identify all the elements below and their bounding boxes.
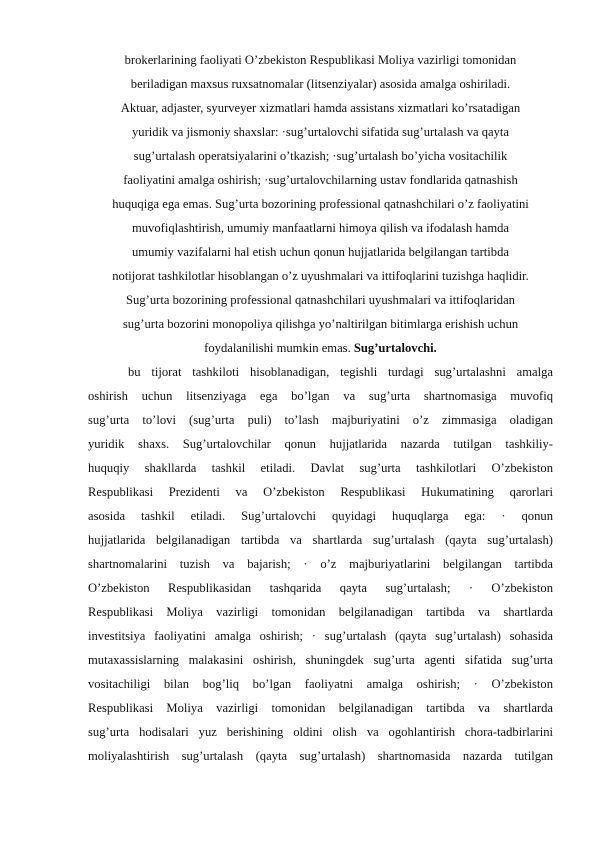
text-line: hujjatlarida belgilanadigan tartibda va shartlarda sug’urtalash (qayta sug’urtalash) — [88, 533, 553, 547]
text-line: vositachiligi bilan bog’liq bo’lgan faoliyatni amalga oshirish; · O’zbekiston — [88, 677, 553, 691]
text-line: sug’urta bozorini monopoliya qilishga yo’naltirilgan bitimlarga erishish uchun — [122, 317, 519, 331]
text-line: moliyalashtirish sug’urtalash (qayta sug’urtalash) shartnomasida nazarda tutilgan — [88, 749, 553, 763]
text-line: O’zbekiston Respublikasidan tashqarida qayta sug’urtalash; · O’zbekiston — [88, 581, 553, 595]
text-line: muvofiqlashtirish, umumiy manfaatlarni himoya qilish va ifodalash hamda — [131, 221, 510, 235]
text-line: mutaxassislarning malakasini oshirish, shuningdek sug’urta agenti sifatida sug’urta — [88, 653, 553, 667]
text-line: beriladigan maxsus ruxsatnomalar (litsenziyalar) asosida amalga oshiriladi. — [130, 77, 511, 91]
text-line: Respublikasi Moliya vazirligi tomonidan belgilanadigan tartibda va shartlarda — [88, 701, 553, 715]
text-line: faoliyatini amalga oshirish; ·sug’urtalovchilarning ustav fondlarida qatnashish — [123, 173, 518, 187]
text-line: sug’urta hodisalari yuz berishining oldini olish va ogohlantirish chora-tadbirlarini — [88, 725, 553, 739]
text-line: bu tijorat tashkiloti hisoblanadigan, tegishli turdagi sug’urtalashni amalga — [128, 365, 553, 379]
centered-paragraph — [88, 48, 553, 360]
text-line: shartnomalarini tuzish va bajarish; · o’z majburiyatlarini belgilangan tartibda — [88, 557, 553, 571]
text-line: sug’urta to’lovi (sug’urta puli) to’lash majburiyatini o’z zimmasiga oladigan — [88, 413, 553, 427]
document-page — [88, 48, 553, 768]
text-line: Respublikasi Prezidenti va O’zbekiston Respublikasi Hukumatining qarorlari — [88, 485, 553, 499]
text-line: notijorat tashkilotlar hisoblangan o’z uyushmalari va ittifoqlarini tuzishga haqlidir. — [112, 269, 529, 283]
text-line: yuridik shaxs. Sug’urtalovchilar qonun hujjatlarida nazarda tutilgan tashkiliy- — [88, 437, 553, 451]
text-line: umumiy vazifalarni hal etish uchun qonun hujjatlarida belgilangan tartibda — [131, 245, 509, 259]
text-fragment: foydalanilishi mumkin emas. — [204, 341, 351, 355]
section-heading: Sug’urtalovchi. — [353, 341, 437, 355]
text-line: huquqiy shakllarda tashkil etiladi. Davlat sug’urta tashkilotlari O’zbekiston — [88, 461, 553, 475]
text-line: Respublikasi Moliya vazirligi tomonidan belgilanadigan tartibda va shartlarda — [88, 605, 553, 619]
justified-paragraph — [88, 360, 553, 768]
text-line: yuridik va jismoniy shaxslar: ·sug’urtalovchi sifatida sug’urtalash va qayta — [131, 125, 510, 139]
text-line: huquqiga ega emas. Sug’urta bozorining professional qatnashchilari o’z faoliyatini — [112, 197, 529, 211]
text-line: investitsiya faoliyatini amalga oshirish; · sug’urtalash (qayta sug’urtalash) sohasida — [88, 629, 553, 643]
text-line: Sug’urta bozorining professional qatnashchilari uyushmalari va ittifoqlaridan — [126, 293, 515, 307]
text-line: Aktuar, adjaster, syurveyer xizmatlari hamda assistans xizmatlari ko’rsatadigan — [120, 101, 521, 115]
text-line: brokerlarining faoliyati O’zbekiston Respublikasi Moliya vazirligi tomonidan — [124, 53, 517, 67]
text-line: oshirish uchun litsenziyaga ega bo’lgan va sug’urta shartnomasiga muvofiq — [88, 389, 553, 403]
text-line-with-heading — [88, 336, 553, 360]
text-line: sug’urtalash operatsiyalarini o’tkazish; ·sug’urtalash bo’yicha vositachilik — [133, 149, 508, 163]
text-line: asosida tashkil etiladi. Sug’urtalovchi quyidagi huquqlarga ega: · qonun — [88, 509, 553, 523]
